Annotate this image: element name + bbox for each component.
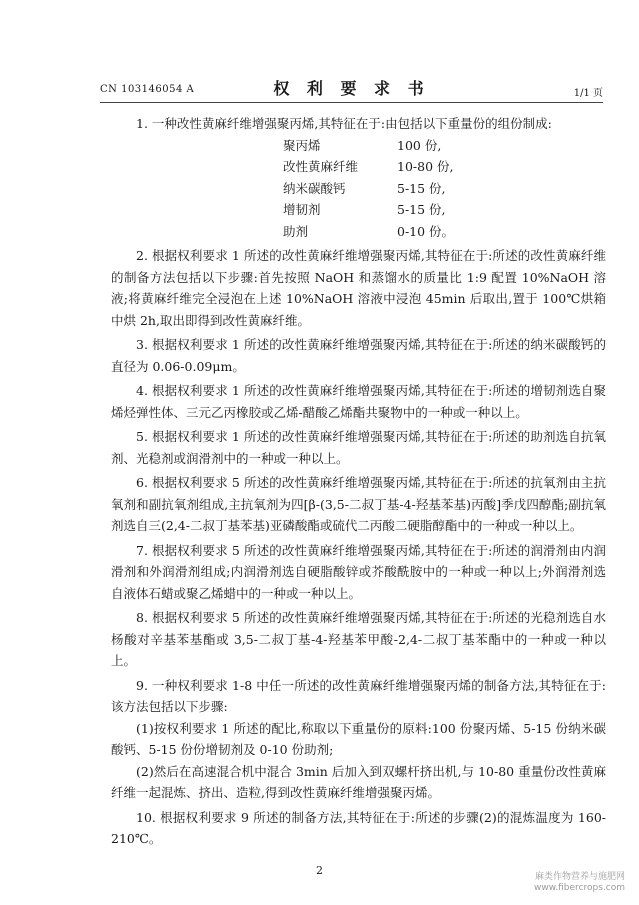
component-amount: 100 份, bbox=[397, 137, 442, 153]
claim-5: 5. 根据权利要求 1 所述的改性黄麻纤维增强聚丙烯,其特征在于:所述的助剂选自抗氧剂、光稳剂或润滑剂中的一种或一种以上。 bbox=[111, 429, 606, 466]
component-name: 增韧剂 bbox=[283, 202, 321, 217]
claim-2: 2. 根据权利要求 1 所述的改性黄麻纤维增强聚丙烯,其特征在于:所述的改性黄麻纤维的制备方法包括以下步骤:首先按照 NaOH 和蒸馏水的质量比 1:9 配置 10%NaOH 溶液;将黄麻纤维完全浸泡在上述 10%NaOH 溶液中浸泡 45min 后取出,置于 100℃烘箱中烘 2h,取出即得到改性黄麻纤维。 bbox=[111, 248, 606, 328]
component-amount: 5-15 份, bbox=[397, 202, 446, 217]
component-amount: 0-10 份。 bbox=[397, 223, 455, 239]
claim-9: 9. 一种权利要求 1-8 中任一所述的改性黄麻纤维增强聚丙烯的制备方法,其特征在于:该方法包括以下步骤: bbox=[111, 677, 606, 714]
watermark-url: www.fibercrops.com bbox=[534, 883, 625, 893]
publication-number: CN 103146054 A bbox=[100, 84, 195, 95]
page-header bbox=[100, 76, 603, 102]
component-list bbox=[111, 135, 606, 243]
page-label: 1/1 页 bbox=[573, 88, 603, 99]
component-row bbox=[283, 156, 606, 178]
component-row bbox=[283, 221, 606, 243]
page-number: 2 bbox=[316, 864, 323, 877]
claim-7: 7. 根据权利要求 5 所述的改性黄麻纤维增强聚丙烯,其特征在于:所述的润滑剂由内润滑剂和外润滑剂组成;内润滑剂选自硬脂酸锌或芥酸酰胺中的一种或一种以上;外润滑剂选自液体石蜡或聚乙烯蜡中的一种或一种以上。 bbox=[111, 542, 606, 601]
component-row bbox=[283, 178, 606, 200]
claim-4: 4. 根据权利要求 1 所述的改性黄麻纤维增强聚丙烯,其特征在于:所述的增韧剂选自聚烯烃弹性体、三元乙丙橡胶或乙烯-醋酸乙烯酯共聚物中的一种或一种以上。 bbox=[111, 383, 606, 420]
claim-3: 3. 根据权利要求 1 所述的改性黄麻纤维增强聚丙烯,其特征在于:所述的纳米碳酸钙的直径为 0.06-0.09μm。 bbox=[111, 337, 606, 374]
claim-10: 10. 根据权利要求 9 所述的制备方法,其特征在于:所述的步骤(2)的混炼温度为 160-210℃。 bbox=[111, 809, 606, 846]
component-name: 纳米碳酸钙 bbox=[283, 180, 346, 196]
component-amount: 10-80 份, bbox=[397, 159, 454, 174]
claim-9-step-2: (2)然后在高速混合机中混合 3min 后加入到双螺杆挤出机,与 10-80 重量份改性黄麻纤维一起混炼、挤出、造粒,得到改性黄麻纤维增强聚丙烯。 bbox=[111, 763, 606, 800]
document-title: 权 利 要 求 书 bbox=[273, 79, 430, 98]
claims-body bbox=[111, 113, 606, 850]
watermark bbox=[534, 872, 625, 894]
component-name: 聚丙烯 bbox=[283, 137, 321, 153]
claim-8: 8. 根据权利要求 5 所述的改性黄麻纤维增强聚丙烯,其特征在于:所述的光稳剂选自水杨酸对辛基苯基酯或 3,5-二叔丁基-4-羟基苯甲酸-2,4-二叔丁基苯酯中的一种或一种以上。 bbox=[111, 610, 606, 668]
claim-6: 6. 根据权利要求 5 所述的改性黄麻纤维增强聚丙烯,其特征在于:所述的抗氧剂由主抗氧剂和副抗氧剂组成,主抗氧剂为四[β-(3,5-二叔丁基-4-羟基苯基)丙酸]季戊四醇酯;副抗氧剂选自三(2,4-二叔丁基苯基)亚磷酸酯或硫代二丙酸二硬脂醇酯中的一种或一种以上。 bbox=[111, 475, 606, 533]
component-name: 助剂 bbox=[283, 223, 309, 239]
claim-1-intro: 1. 一种改性黄麻纤维增强聚丙烯,其特征在于:由包括以下重量份的组份制成: bbox=[136, 116, 552, 131]
component-amount: 5-15 份, bbox=[397, 180, 446, 196]
header-divider bbox=[100, 102, 603, 103]
watermark-site-name: 麻类作物营养与施肥网 bbox=[534, 872, 625, 882]
component-name: 改性黄麻纤维 bbox=[283, 159, 359, 174]
component-row bbox=[283, 199, 606, 221]
component-row bbox=[283, 135, 606, 157]
claim-9-step-1: (1)按权利要求 1 所述的配比,称取以下重量份的原料:100 份聚丙烯、5-15 份纳米碳酸钙、5-15 份份增韧剂及 0-10 份助剂; bbox=[111, 720, 606, 757]
